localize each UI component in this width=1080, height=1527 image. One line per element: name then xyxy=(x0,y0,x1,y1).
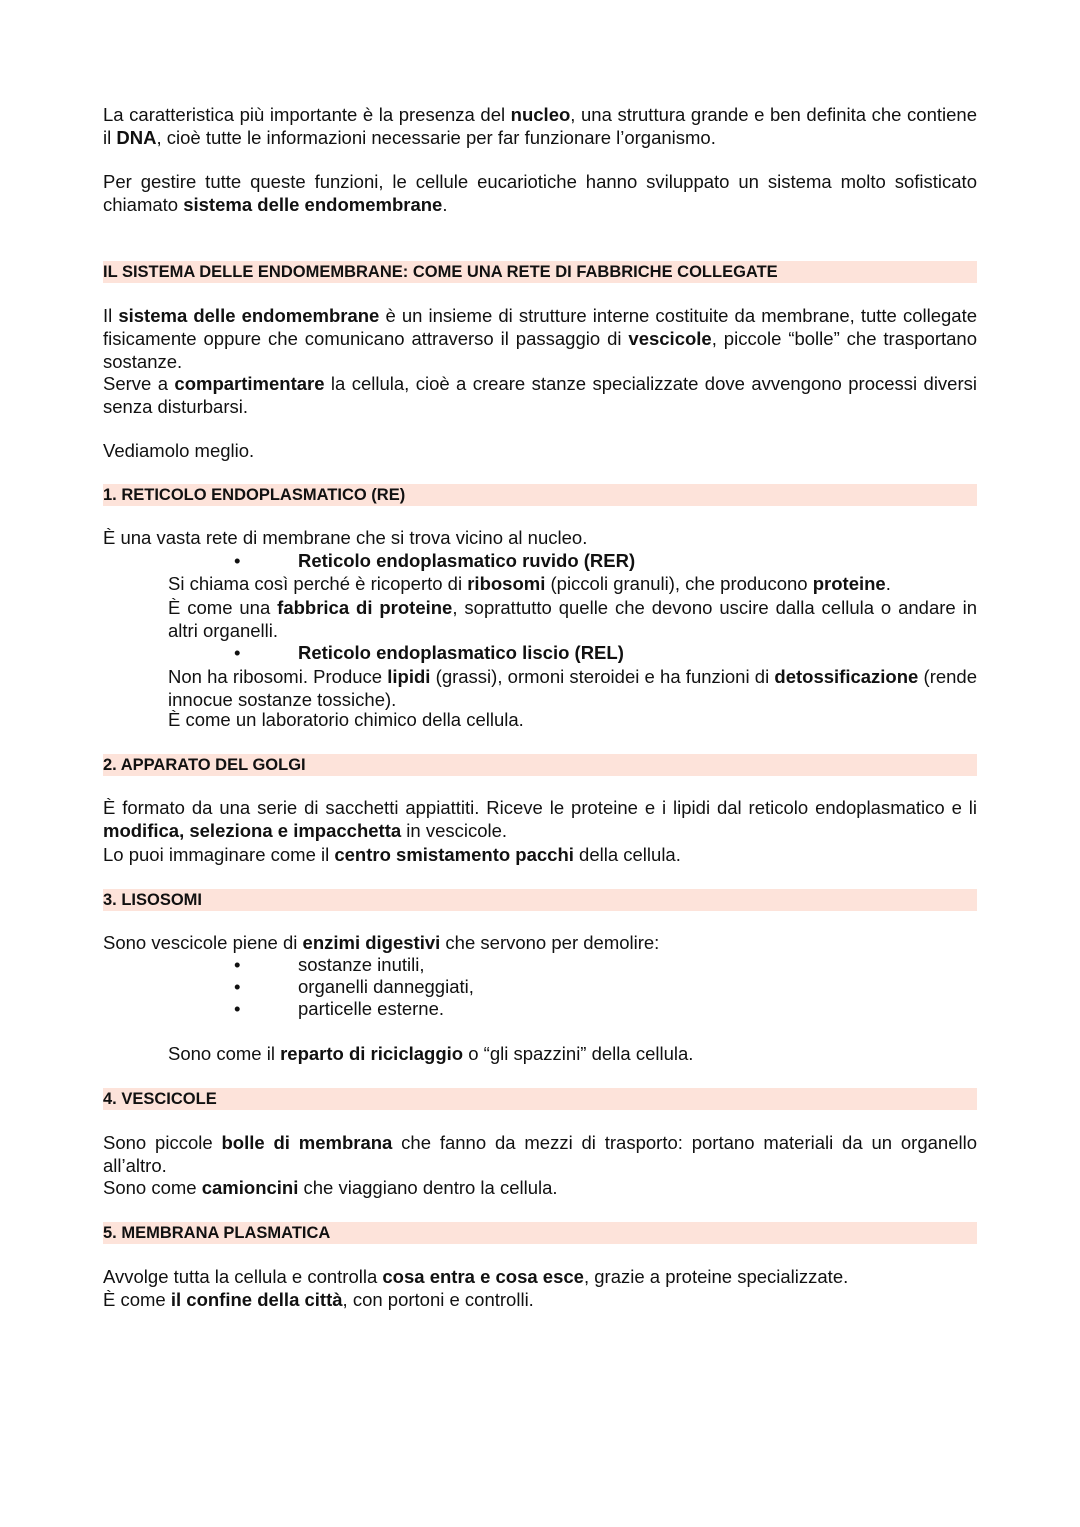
text-run: , soprattutto quelle che devono uscire dalla cellula o andare in altri organelli. xyxy=(168,597,977,641)
text-run: organelli danneggiati, xyxy=(298,976,474,997)
bullet-icon: • xyxy=(234,998,241,1019)
text-run: che fanno da mezzi di trasporto: portano materiali da un organello all’altro. xyxy=(103,1132,977,1176)
text-run: Sono come xyxy=(103,1177,202,1198)
paragraph xyxy=(103,373,977,419)
text-run: Il xyxy=(103,305,119,326)
text-run: (piccoli granuli), che producono xyxy=(545,573,813,594)
paragraph xyxy=(103,171,977,217)
indented-paragraph xyxy=(168,573,977,596)
indented-paragraph xyxy=(168,709,977,732)
bullet-text xyxy=(298,998,444,1021)
text-run: che servono per demolire: xyxy=(440,932,660,953)
bold-text: proteine xyxy=(812,573,886,594)
text-run: , piccole “bolle” che trasportano sostanze. xyxy=(103,327,977,372)
text-run: 1. RETICOLO ENDOPLASMATICO (RE) xyxy=(103,486,406,504)
text-run: Sono come il xyxy=(168,1043,281,1064)
text-run: è un insieme di strutture interne costituite da membrane, tutte collegate fisicamente oppure che comunicano attraverso il passaggio di xyxy=(103,305,977,349)
bold-text: lipidi xyxy=(387,666,431,687)
indented-paragraph xyxy=(168,1043,977,1066)
text-run: Serve a xyxy=(103,373,175,394)
section-heading xyxy=(103,1222,977,1244)
bold-text: nucleo xyxy=(510,104,571,125)
text-run: Sono piccole xyxy=(103,1132,222,1153)
bullet-icon: • xyxy=(234,976,241,997)
text-run: È una vasta rete di membrane che si trova vicino al nucleo. xyxy=(103,527,588,548)
text-run: , grazie a proteine specializzate. xyxy=(583,1266,849,1287)
text-run: Per gestire tutte queste funzioni, le cellule eucariotiche hanno sviluppato un sistema molto sofisticato chiamato xyxy=(103,171,977,215)
text-run: IL SISTEMA DELLE ENDOMEMBRANE: COME UNA RETE DI FABBRICHE COLLEGATE xyxy=(103,263,778,281)
text-run: 3. LISOSOMI xyxy=(103,891,203,909)
text-run: È come una xyxy=(168,597,278,618)
bold-text: sistema delle endomembrane xyxy=(183,193,443,215)
paragraph xyxy=(103,104,977,150)
text-run: , con portoni e controlli. xyxy=(342,1289,534,1310)
text-run: Sono vescicole piene di xyxy=(103,932,303,953)
text-run: particelle esterne. xyxy=(298,998,445,1019)
paragraph xyxy=(103,1266,977,1289)
bold-text: il confine della città xyxy=(170,1289,343,1310)
bullet-text xyxy=(298,642,624,665)
paragraph xyxy=(103,932,977,955)
text-run: Si chiama così perché è ricoperto di xyxy=(168,573,468,594)
text-run: , cioè tutte le informazioni necessarie per far funzionare l’organismo. xyxy=(156,126,716,148)
text-run: Lo puoi immaginare come il xyxy=(103,844,335,865)
section-heading xyxy=(103,754,977,776)
text-run: Vediamolo meglio. xyxy=(103,440,255,461)
text-run: . xyxy=(885,573,891,594)
paragraph xyxy=(103,440,977,463)
bold-text: ribosomi xyxy=(467,573,546,594)
bold-text: Reticolo endoplasmatico ruvido (RER) xyxy=(298,550,636,571)
section-heading xyxy=(103,484,977,506)
bold-text: Reticolo endoplasmatico liscio (REL) xyxy=(298,642,624,663)
bullet-text xyxy=(298,954,424,977)
bold-text: camioncini xyxy=(201,1177,299,1198)
indented-paragraph xyxy=(168,666,977,712)
bold-text: DNA xyxy=(116,126,157,148)
bullet-text xyxy=(298,550,635,573)
bold-text: reparto di riciclaggio xyxy=(280,1043,464,1064)
bold-text: cosa entra e cosa esce xyxy=(382,1266,584,1287)
paragraph xyxy=(103,527,977,550)
text-run: o “gli spazzini” della cellula. xyxy=(463,1043,694,1064)
section-heading xyxy=(103,889,977,911)
paragraph xyxy=(103,1132,977,1178)
bold-text: sistema delle endomembrane xyxy=(118,305,380,326)
bold-text: fabbrica di proteine xyxy=(277,597,453,618)
paragraph xyxy=(103,1177,977,1200)
text-run: che viaggiano dentro la cellula. xyxy=(298,1177,558,1198)
paragraph xyxy=(103,305,977,373)
bold-text: detossificazione xyxy=(774,666,919,687)
text-run: sostanze inutili, xyxy=(298,954,425,975)
text-run: in vescicole. xyxy=(401,819,508,841)
text-run: Avvolge tutta la cellula e controlla xyxy=(103,1266,383,1287)
bold-text: centro smistamento pacchi xyxy=(334,844,574,865)
text-run: La caratteristica più importante è la presenza del xyxy=(103,104,511,125)
bold-text: enzimi digestivi xyxy=(302,932,441,953)
bullet-icon: • xyxy=(234,954,241,975)
paragraph xyxy=(103,1289,977,1312)
text-run: (grassi), ormoni steroidei e ha funzioni di xyxy=(430,666,775,687)
text-run: Non ha ribosomi. Produce xyxy=(168,666,388,687)
bold-text: bolle di membrana xyxy=(221,1132,393,1153)
text-run: , una struttura grande e ben definita che contiene il xyxy=(103,104,977,148)
bold-text: vescicole xyxy=(628,327,712,349)
text-run: la cellula, cioè a creare stanze specializzate dove avvengono processi diversi senza disturbarsi. xyxy=(103,373,977,417)
text-run: È come un laboratorio chimico della cellula. xyxy=(168,709,524,730)
section-heading xyxy=(103,1088,977,1110)
section-heading xyxy=(103,261,977,283)
text-run: . xyxy=(442,193,448,215)
indented-paragraph xyxy=(168,597,977,643)
bold-text: compartimentare xyxy=(174,373,325,394)
text-run: della cellula. xyxy=(573,844,681,865)
text-run: È formato da una serie di sacchetti appiattiti. Riceve le proteine e i lipidi dal reticolo endoplasmatico e li xyxy=(103,797,977,818)
bullet-icon: • xyxy=(234,642,241,663)
bold-text: modifica, seleziona e impacchetta xyxy=(103,819,402,841)
text-run: 5. MEMBRANA PLASMATICA xyxy=(103,1224,331,1242)
paragraph xyxy=(103,797,977,843)
text-run: È come xyxy=(103,1289,171,1310)
bullet-icon: • xyxy=(234,550,241,571)
text-run: (rende innocue sostanze tossiche). xyxy=(168,666,978,710)
bullet-text xyxy=(298,976,474,999)
paragraph xyxy=(103,844,977,867)
text-run: 4. VESCICOLE xyxy=(103,1090,217,1108)
text-run: 2. APPARATO DEL GOLGI xyxy=(103,756,306,774)
